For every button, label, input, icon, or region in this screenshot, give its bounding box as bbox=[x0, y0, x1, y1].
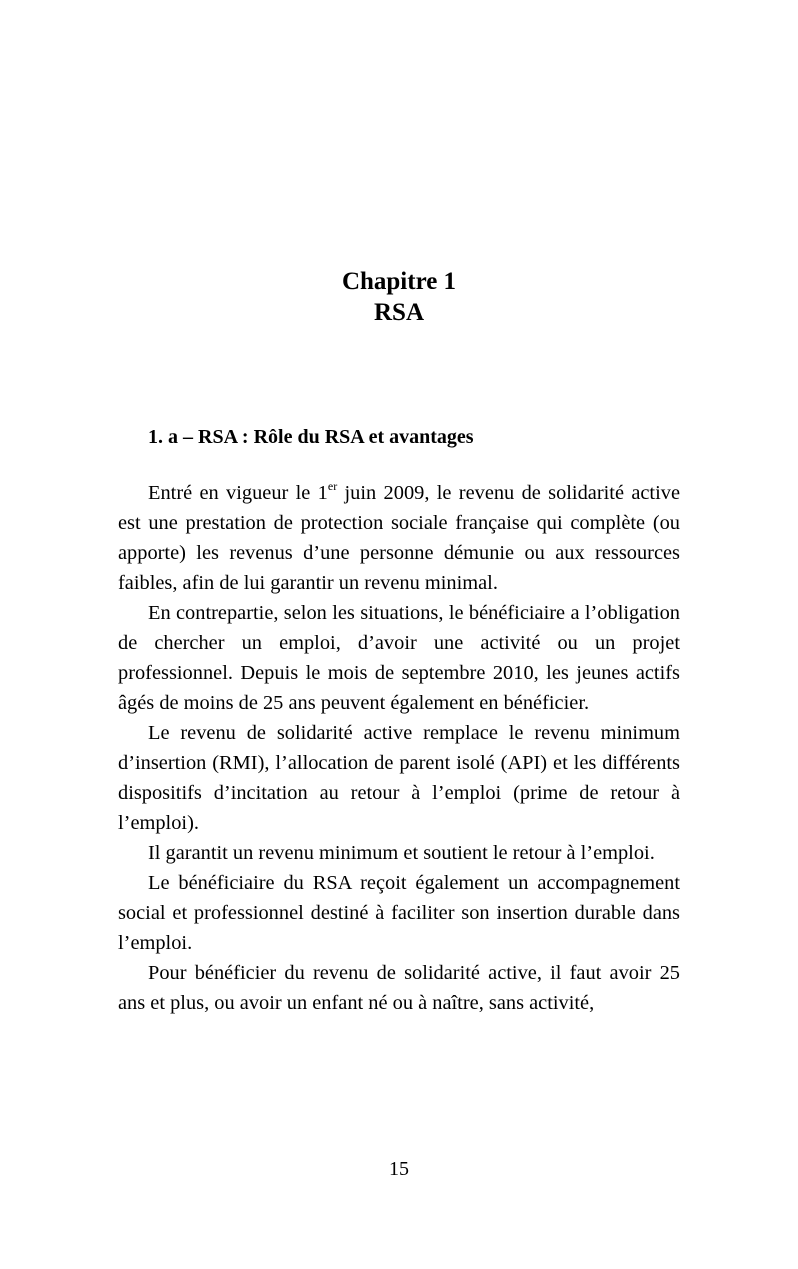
paragraph-6: Pour bénéficier du revenu de solidarité active, il faut avoir 25 ans et plus, ou avoir un enfant né ou à naître, sans activité, bbox=[118, 962, 680, 1014]
paragraph-3: Le revenu de solidarité active remplace le revenu minimum d’insertion (RMI), l’allocation de parent isolé (API) et les différents dispositifs d’incitation au retour à l’emploi (prime de retour à l’emploi). bbox=[118, 722, 680, 834]
paragraph-1-start: Entré en vigueur le 1 bbox=[148, 482, 328, 504]
paragraph-2: En contrepartie, selon les situations, le bénéficiaire a l’obligation de chercher un emploi, d’avoir une activité ou un projet professionnel. Depuis le mois de septembre 2010, les jeunes actifs âgés de moins de 25 ans peuvent également en bénéficier. bbox=[118, 602, 680, 714]
chapter-number: Chapitre 1 bbox=[341, 268, 457, 295]
paragraph-5: Le bénéficiaire du RSA reçoit également un accompagnement social et professionnel destiné à faciliter son insertion durable dans l’emploi. bbox=[118, 872, 680, 954]
section-heading: 1. a – RSA : Rôle du RSA et avantages bbox=[148, 426, 474, 448]
body-text bbox=[118, 478, 680, 1018]
ordinal-superscript: er bbox=[327, 479, 338, 493]
page-number: 15 bbox=[389, 1158, 409, 1180]
paragraph-1-rest: juin 2009, le revenu de solidarité active est une prestation de protection sociale française qui complète (ou apporte) les revenus d’une personne démunie ou aux ressources faibles, afin de lui garantir un revenu minimal. bbox=[118, 482, 681, 594]
paragraph-4: Il garantit un revenu minimum et soutient le retour à l’emploi. bbox=[148, 842, 655, 864]
paragraph-1 bbox=[118, 478, 680, 598]
chapter-title: RSA bbox=[373, 299, 424, 326]
chapter-heading bbox=[0, 266, 798, 328]
